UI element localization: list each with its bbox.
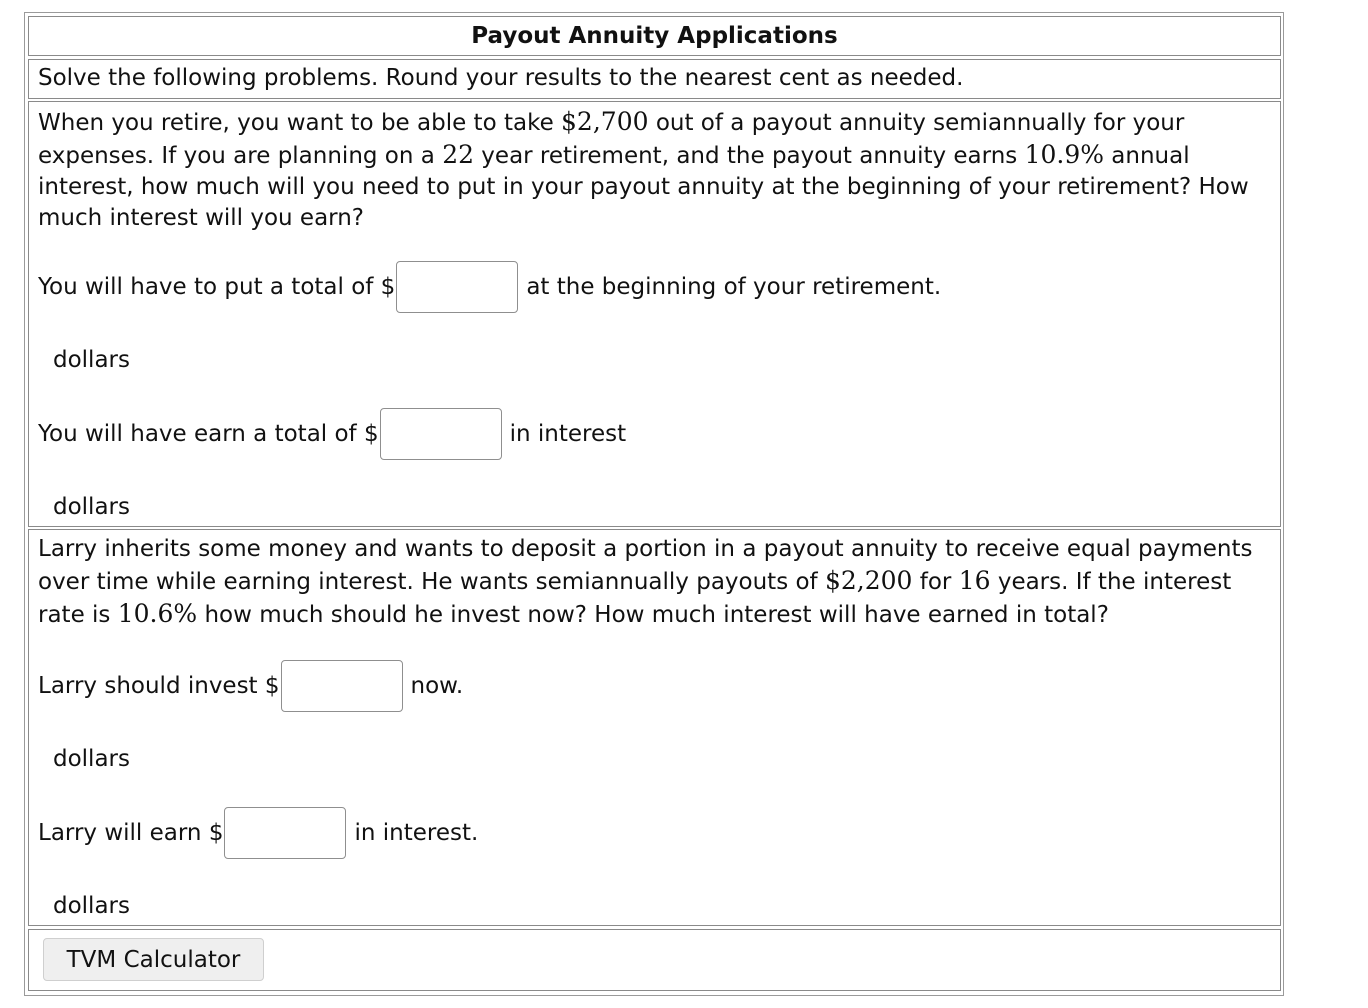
problem-2-answer-1-suffix: now.: [410, 673, 464, 699]
page-title: Payout Annuity Applications: [471, 23, 838, 49]
problem-1-text-part-1: When you retire, you want to be able to take: [38, 110, 562, 136]
problem-2-answer-1-unit: dollars: [53, 746, 130, 772]
problem-1-answer-2-suffix: in interest: [509, 421, 627, 447]
problem-2-years-value: 16: [958, 566, 991, 595]
problem-1-cell: [28, 101, 1281, 527]
title-cell: [28, 16, 1281, 56]
instructions-cell: [28, 59, 1281, 99]
problem-2-answer-2-row: [38, 807, 478, 859]
problem-1-text-part-2: out of a payout annuity semiannually for your expenses. If you are planning on a: [38, 110, 1185, 169]
problem-1-answer-1-row: [38, 261, 941, 313]
problem-1-answer-1-unit: dollars: [53, 347, 130, 373]
problem-2-interest-input[interactable]: [224, 807, 346, 859]
problem-1-years-value: 22: [442, 140, 474, 169]
problem-2-text-part-1: Larry inherits some money and wants to deposit a portion in a payout annuity to receive equal payments over time while earning interest. He wants semiannually payouts of: [38, 536, 1253, 595]
problem-2-text-part-3: years. If the interest rate is: [38, 569, 1232, 628]
problem-1-answer-2-unit: dollars: [53, 494, 130, 520]
calculator-cell: [28, 929, 1281, 991]
tvm-calculator-button[interactable]: TVM Calculator: [43, 938, 264, 981]
problem-2-text: [38, 534, 1274, 631]
problem-2-rate-value: 10.6%: [117, 599, 198, 628]
problem-2-answer-2-suffix: in interest.: [354, 820, 479, 846]
problem-2-investment-input[interactable]: [281, 660, 403, 712]
problem-2-payout-value: $2,200: [824, 566, 913, 595]
problem-1-text-part-4: annual interest, how much will you need to put in your payout annuity at the beginning of your retirement? How much interest will you earn?: [38, 143, 1249, 231]
problem-1-answer-2-row: [38, 408, 626, 460]
problem-2-text-part-2: for: [912, 569, 959, 595]
problem-2-cell: [28, 529, 1281, 926]
problem-1-text: [38, 106, 1274, 234]
problem-2-answer-1-prefix: Larry should invest $: [38, 673, 280, 699]
problem-2-text-part-4: how much should he invest now? How much interest will have earned in total?: [197, 602, 1109, 628]
problem-1-answer-1-suffix: at the beginning of your retirement.: [526, 274, 942, 300]
instructions-text: Solve the following problems. Round your results to the nearest cent as needed.: [38, 65, 964, 91]
problem-1-rate-value: 10.9%: [1024, 140, 1104, 169]
problem-1-answer-1-prefix: You will have to put a total of $: [38, 274, 396, 300]
problem-1-annuity-total-input[interactable]: [396, 261, 518, 313]
problem-1-payout-value: $2,700: [561, 107, 649, 136]
problem-1-text-part-3: year retirement, and the payout annuity earns: [474, 143, 1025, 169]
problem-2-answer-2-prefix: Larry will earn $: [38, 820, 224, 846]
problem-2-answer-2-unit: dollars: [53, 893, 130, 919]
problem-1-interest-input[interactable]: [380, 408, 502, 460]
problem-1-answer-2-prefix: You will have earn a total of $: [38, 421, 379, 447]
problem-2-answer-1-row: [38, 660, 463, 712]
